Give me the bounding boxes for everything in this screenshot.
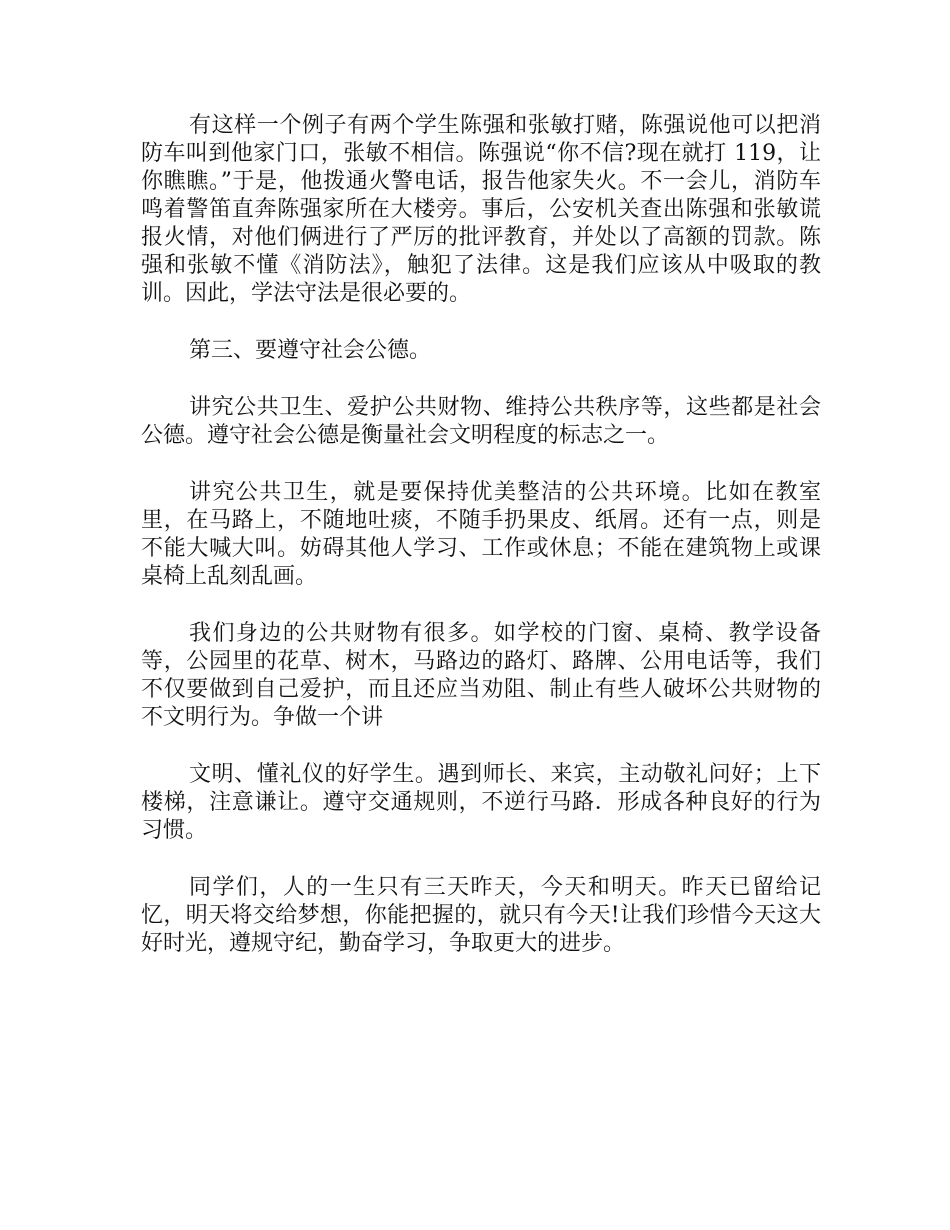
paragraph-good-student: 文明、懂礼仪的好学生。遇到师长、来宾，主动敬礼问好；上下楼梯，注意谦让。遵守交通规则，不逆行马路．形成各种良好的行为习惯。 [141, 762, 821, 843]
paragraph-heading-social-morality: 第三、要遵守社会公德。 [189, 338, 432, 363]
paragraph-public-hygiene: 讲究公共卫生，就是要保持优美整洁的公共环境。比如在教室里，在马路上，不随地吐痰，不随手扔果皮、纸屑。还有一点，则是不能大喊大叫。妨碍其他人学习、工作或休息；不能在建筑物上或课桌椅上乱刻乱画。 [141, 480, 821, 589]
document-body [141, 112, 821, 987]
paragraph-fire-example: 有这样一个例子有两个学生陈强和张敏打赌，陈强说他可以把消防车叫到他家门口，张敏不相信。陈强说“你不信?现在就打 119，让你瞧瞧。”于是，他拨通火警电话，报告他家失火。不一会儿，消防车鸣着警笛直奔陈强家所在大楼旁。事后，公安机关查出陈强和张敏谎报火情，对他们俩进行了严厉的批评教育，并处以了高额的罚款。陈强和张敏不懂《消防法》，触犯了法律。这是我们应该从中吸取的教训。因此，学法守法是很必要的。 [141, 113, 821, 306]
paragraph-public-morality: 讲究公共卫生、爱护公共财物、维持公共秩序等，这些都是社会公德。遵守社会公德是衡量社会文明程度的标志之一。 [141, 395, 821, 448]
paragraph-closing: 同学们，人的一生只有三天昨天，今天和明天。昨天已留给记忆，明天将交给梦想，你能把握的，就只有今天!让我们珍惜今天这大好时光，遵规守纪，勤奋学习，争取更大的进步。 [141, 875, 821, 956]
paragraph-public-property: 我们身边的公共财物有很多。如学校的门窗、桌椅、教学设备等，公园里的花草、树木，马路边的路灯、路牌、公用电话等，我们不仅要做到自己爱护，而且还应当劝阻、制止有些人破坏公共财物的不文明行为。争做一个讲 [141, 621, 821, 730]
